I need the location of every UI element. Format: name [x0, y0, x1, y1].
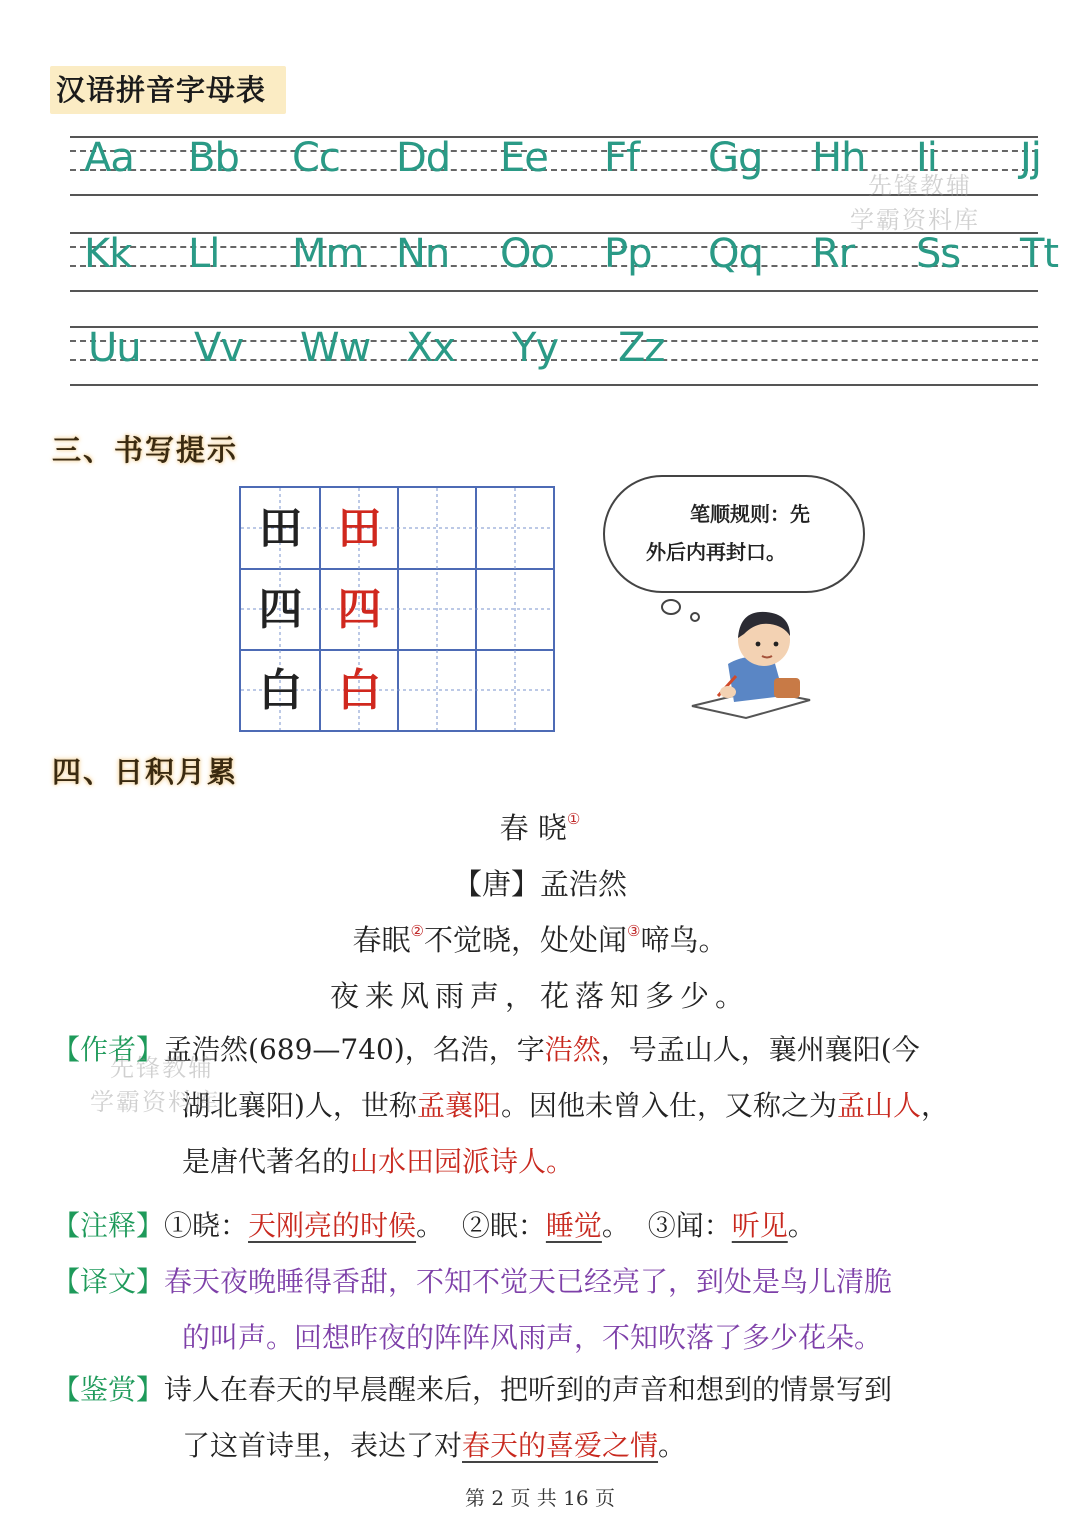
- alphabet-letter: Pp: [604, 231, 652, 277]
- grid-char-red: 田: [337, 503, 382, 554]
- watermark-line1-mid: 先锋教辅: [110, 1054, 214, 1082]
- grid-char-black: 四: [258, 584, 303, 635]
- tianzige-grid: [239, 486, 555, 732]
- alphabet-letter: Oo: [500, 231, 554, 277]
- grid-char-black: 田: [258, 503, 303, 554]
- alphabet-letter: Uu: [88, 325, 141, 371]
- grid-char-red: 白: [337, 665, 382, 716]
- alphabet-letter: Ww: [300, 325, 371, 371]
- alphabet-letter: Ss: [916, 231, 961, 277]
- grid-char-black: 白: [258, 665, 303, 716]
- alphabet-letter: Aa: [84, 135, 134, 181]
- bubble-text-line2: 外后内再封口。: [646, 540, 786, 564]
- alphabet-letter: Dd: [396, 135, 451, 181]
- author-info-line1: 【作者】孟浩然(689—740)，名浩，字浩然，号孟山人，襄州襄阳(今: [52, 1033, 920, 1066]
- watermark-line2-mid: 学霸资料库: [90, 1088, 220, 1116]
- alphabet-letter: Hh: [812, 135, 866, 181]
- appreciation-line2: 了这首诗里，表达了对春天的喜爱之情。: [182, 1429, 687, 1462]
- alphabet-letter: Mm: [292, 231, 364, 277]
- alphabet-row-2: [70, 231, 1059, 292]
- alphabet-letter: Jj: [1020, 135, 1041, 181]
- alphabet-letter: Gg: [708, 135, 763, 181]
- alphabet-letter: Kk: [84, 231, 132, 277]
- alphabet-letter: Zz: [618, 325, 665, 371]
- poem-author: 【唐】孟浩然: [452, 867, 627, 901]
- student-writing-illustration: [688, 600, 814, 720]
- translation-line1: 【译文】春天夜晚睡得香甜，不知不觉天已经亮了，到处是鸟儿清脆: [52, 1265, 893, 1298]
- alphabet-letter: Tt: [1020, 231, 1059, 277]
- alphabet-letter: Nn: [396, 231, 450, 277]
- alphabet-letter: Ll: [188, 231, 220, 277]
- watermark-line1: 先锋教辅: [868, 172, 972, 200]
- thought-bubble: [603, 475, 865, 593]
- bubble-text-line1: 笔顺规则：先: [690, 502, 810, 526]
- poem-line-2: 夜来风雨声，花落知多少。: [329, 979, 750, 1013]
- page-title: 汉语拼音字母表: [50, 66, 286, 114]
- alphabet-letter: Bb: [188, 135, 239, 181]
- grid-char-red: 四: [337, 584, 382, 635]
- author-info-line3: 是唐代著名的山水田园派诗人。: [182, 1145, 575, 1178]
- alphabet-letter: Cc: [292, 135, 340, 181]
- alphabet-letter: Ee: [500, 135, 548, 181]
- alphabet-letter: Ii: [916, 135, 937, 181]
- appreciation-line1: 【鉴赏】诗人在春天的早晨醒来后，把听到的声音和想到的情景写到: [52, 1373, 893, 1406]
- section3-heading: 三、书写提示: [52, 433, 239, 467]
- poem-title: 春 晓①: [499, 810, 581, 845]
- alphabet-letter: Qq: [708, 231, 763, 277]
- notes-line: 【注释】①晓：天刚亮的时候。 ②眠：睡觉。 ③闻：听见。: [52, 1209, 816, 1242]
- alphabet-letter: Yy: [512, 325, 559, 371]
- page-number-footer: 第 2 页 共 16 页: [465, 1486, 615, 1510]
- section4-heading: 四、日积月累: [52, 755, 239, 789]
- author-info-line2: 湖北襄阳)人，世称孟襄阳。因他未曾入仕，又称之为孟山人，: [182, 1089, 949, 1122]
- alphabet-letter: Xx: [406, 325, 456, 371]
- translation-line2: 的叫声。回想昨夜的阵阵风雨声，不知吹落了多少花朵。: [182, 1321, 883, 1354]
- alphabet-row-3: [70, 326, 1038, 386]
- poem-line-1: 春眠②不觉晓，处处闻③啼鸟。: [352, 922, 728, 957]
- watermark-line2: 学霸资料库: [850, 206, 980, 234]
- alphabet-letter: Ff: [604, 135, 640, 181]
- alphabet-letter: Vv: [194, 325, 244, 371]
- alphabet-letter: Rr: [812, 231, 855, 277]
